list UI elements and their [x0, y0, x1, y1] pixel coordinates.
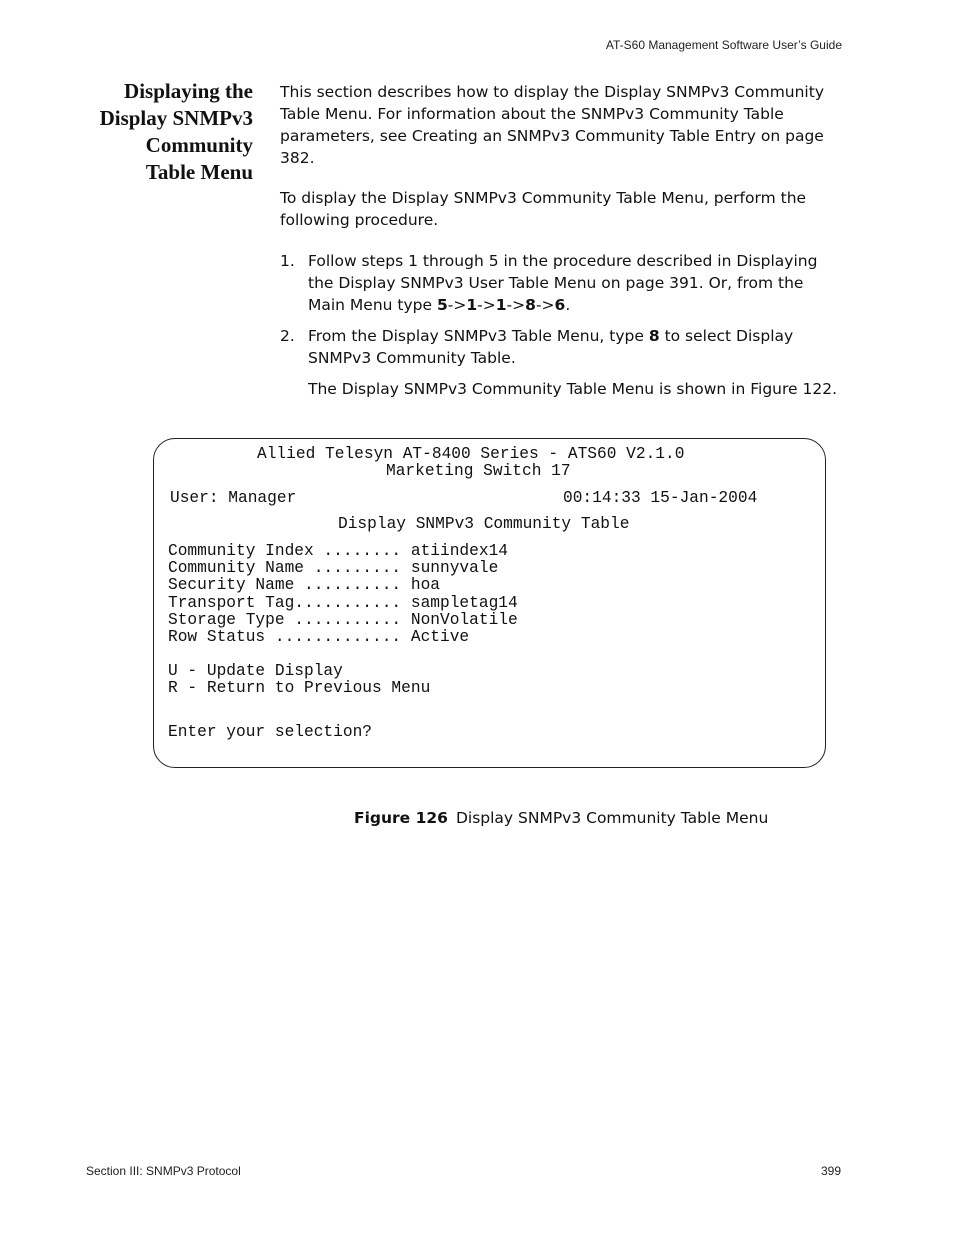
screen-option-return: R - Return to Previous Menu: [168, 679, 431, 698]
step-note: The Display SNMPv3 Community Table Menu is shown in Figure 122.: [308, 380, 837, 398]
figure-caption-text: Display SNMPv3 Community Table Menu: [455, 809, 769, 827]
screen-field-row: Storage Type ........... NonVolatile: [168, 610, 518, 629]
intro-paragraph: This section describes how to display the Display SNMPv3 Community Table Menu. For information about the SNMPv3 Community Table parameters, see Creating an SNMPv3 Community Table Entry on page 382.: [280, 83, 824, 167]
terminal-screen-figure: [153, 438, 826, 768]
screen-menu-title: Display SNMPv3 Community Table: [338, 515, 630, 533]
procedure-intro-paragraph: To display the Display SNMPv3 Community Table Menu, perform the following procedure.: [280, 189, 807, 229]
screen-field-row: Community Index ........ atiindex14: [168, 542, 508, 560]
section-heading: [70, 78, 253, 186]
screen-datetime: 00:14:33 15-Jan-2004: [563, 489, 758, 507]
running-header: AT-S60 Management Software User’s Guide: [605, 38, 842, 52]
section-heading-line: Table Menu: [145, 160, 253, 184]
step-text: From the Display SNMPv3 Table Menu, type 8 to select Display SNMPv3 Community Table.: [308, 327, 794, 367]
footer-section: Section III: SNMPv3 Protocol: [86, 1164, 241, 1178]
step-1: [280, 250, 845, 316]
figure-label: Figure 126: [354, 809, 448, 827]
figure-caption: [354, 809, 768, 827]
section-heading-line: Community: [145, 133, 253, 157]
footer-page-number: 399: [820, 1164, 841, 1178]
procedure-steps: [280, 250, 845, 400]
screen-user-label: User: Manager: [170, 489, 297, 507]
screen-field-row: Transport Tag........... sampletag14: [168, 593, 518, 612]
screen-title-line2: Marketing Switch 17: [386, 462, 571, 480]
screen-option-update: U - Update Display: [168, 662, 343, 680]
step-2: [280, 325, 845, 369]
screen-fields: [168, 543, 518, 646]
screen-title-line1: Allied Telesyn AT-8400 Series - ATS60 V2.1.0: [257, 445, 685, 463]
step-text: Follow steps 1 through 5 in the procedure described in Displaying the Display SNMPv3 User Table Menu on page 391. Or, from the Main Menu type 5->1->1->8->6.: [308, 252, 818, 314]
screen-field-row: Row Status ............. Active: [168, 628, 470, 647]
step-number: 1.: [280, 252, 295, 270]
screen-prompt: Enter your selection?: [168, 723, 372, 741]
section-heading-line: Displaying the: [124, 79, 253, 103]
step-number: 2.: [280, 327, 295, 345]
section-heading-line: Display SNMPv3: [99, 106, 253, 130]
screen-options: [168, 663, 430, 697]
screen-field-row: Community Name ......... sunnyvale: [168, 559, 499, 578]
screen-field-row: Security Name .......... hoa: [168, 576, 440, 595]
